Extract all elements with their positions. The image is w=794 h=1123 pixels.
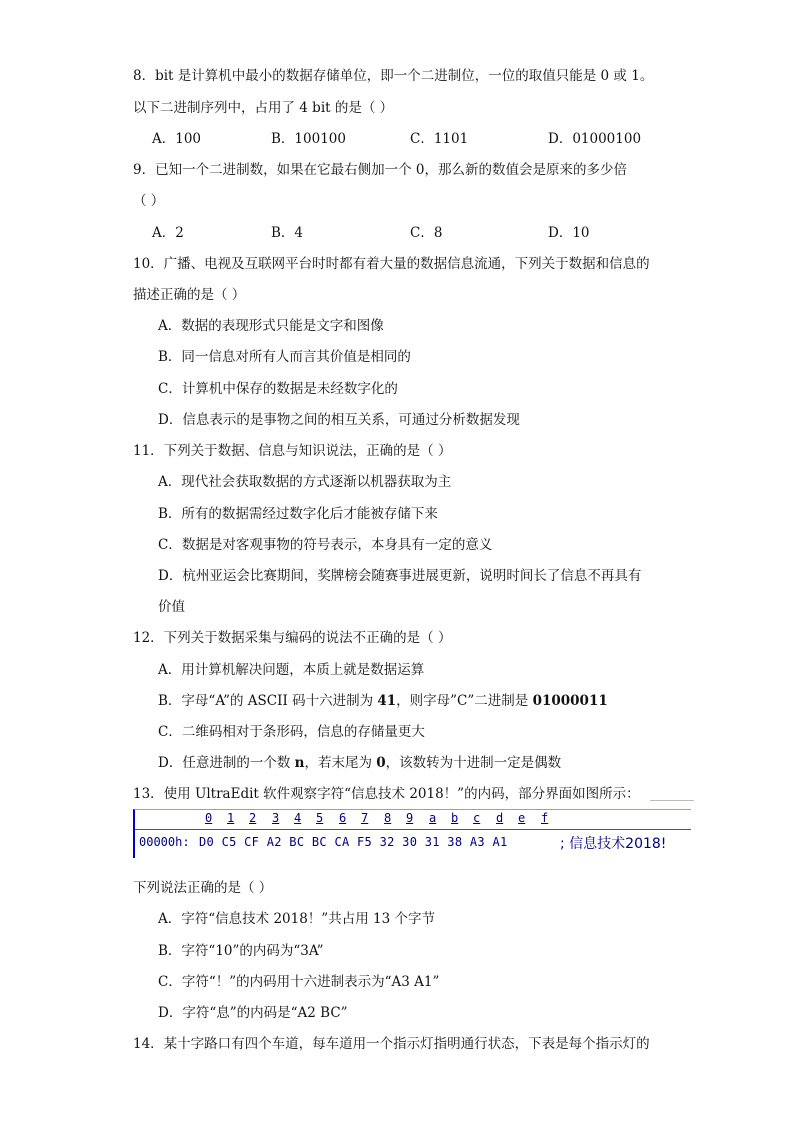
hex-ascii-text: ; 信息技术2018! — [560, 836, 667, 852]
hex-col: 7 — [361, 811, 369, 825]
q12-option-c[interactable]: C．二维码相对于条形码，信息的存储量更大 — [158, 724, 425, 740]
q11-option-a[interactable]: A．现代社会获取数据的方式逐渐以机器获取为主 — [158, 474, 452, 490]
hex-col: e — [518, 811, 526, 825]
q12-option-d[interactable] — [158, 754, 561, 772]
hex-header-separator — [135, 829, 691, 830]
q12-option-b-binary: 01000011 — [532, 693, 608, 709]
q13-stem: 13．使用 UltraEdit 软件观察字符“信息技术 2018！”的内码，部分界面如图所示： — [133, 786, 640, 802]
q12-option-d-zero: 0 — [376, 755, 386, 771]
q11-option-c[interactable]: C．数据是对客观事物的符号表示，本身具有一定的意义 — [158, 537, 493, 553]
q12-option-d-n: n — [294, 755, 305, 771]
hex-col: 6 — [339, 811, 347, 825]
hex-col: 3 — [272, 811, 280, 825]
q9-option-a[interactable]: A．2 — [152, 225, 184, 241]
q13-option-b[interactable]: B．字符“10”的内码为“3A” — [158, 943, 324, 959]
q12-option-d-text3: ，该数转为十进制一定是偶数 — [385, 755, 562, 771]
hex-col: b — [451, 811, 459, 825]
q11-option-d-continued: 价值 — [158, 599, 185, 615]
q12-option-b-text1: B．字母“A”的 ASCII 码十六进制为 — [158, 693, 378, 709]
hex-col: 2 — [249, 811, 257, 825]
q8-stem-line1: 8．bit 是计算机中最小的数据存储单位，即一个二进制位，一位的取值只能是 0 或 1。 — [133, 68, 654, 84]
q12-stem: 12．下列关于数据采集与编码的说法不正确的是（ ） — [133, 630, 452, 646]
hex-col: 9 — [406, 811, 414, 825]
q8-option-b[interactable]: B．100100 — [271, 131, 346, 147]
hex-col: d — [496, 811, 504, 825]
hex-col: c — [473, 811, 481, 825]
q13-prompt: 下列说法正确的是（ ） — [133, 880, 273, 896]
hex-col: 8 — [384, 811, 392, 825]
divider — [650, 800, 694, 801]
q10-option-a[interactable]: A．数据的表现形式只能是文字和图像 — [158, 318, 384, 334]
q8-stem-line2: 以下二进制序列中，占用了 4 bit 的是（ ） — [133, 100, 394, 116]
q9-option-b[interactable]: B．4 — [271, 225, 304, 241]
q11-stem: 11．下列关于数据、信息与知识说法，正确的是（ ） — [133, 443, 452, 459]
hex-col: 0 — [205, 811, 213, 825]
q10-option-b[interactable]: B．同一信息对所有人而言其价值是相同的 — [158, 349, 411, 365]
q8-option-d[interactable]: D．01000100 — [548, 131, 642, 147]
hex-data-row[interactable] — [135, 834, 691, 852]
hex-column-header — [135, 810, 691, 828]
q14-stem: 14．某十字路口有四个车道，每车道用一个指示灯指明通行状态，下表是每个指示灯的 — [133, 1036, 650, 1052]
hex-bytes: D0 C5 CF A2 BC BC CA F5 32 30 31 38 A3 A1 — [199, 835, 508, 849]
q8-option-c[interactable]: C．1101 — [410, 131, 469, 147]
ultraedit-hex-view — [133, 809, 691, 858]
q9-option-d[interactable]: D．10 — [548, 225, 590, 241]
q13-option-d[interactable]: D．字符“息”的内码是“A2 BC” — [158, 1005, 348, 1021]
hex-col: 5 — [316, 811, 324, 825]
q12-option-a[interactable]: A．用计算机解决问题，本质上就是数据运算 — [158, 662, 425, 678]
q8-option-a[interactable]: A．100 — [152, 131, 202, 147]
q12-option-b-hex: 41 — [377, 693, 397, 709]
q11-option-d[interactable]: D．杭州亚运会比赛期间，奖牌榜会随赛事进展更新，说明时间长了信息不再具有 — [158, 568, 642, 584]
q10-stem-line2: 描述正确的是（ ） — [133, 287, 246, 303]
hex-col: a — [429, 811, 437, 825]
q10-stem-line1: 10．广播、电视及互联网平台时时都有着大量的数据信息流通，下列关于数据和信息的 — [133, 256, 650, 272]
q10-option-d[interactable]: D．信息表示的是事物之间的相互关系，可通过分析数据发现 — [158, 412, 520, 428]
q11-option-b[interactable]: B．所有的数据需经过数字化后才能被存储下来 — [158, 506, 438, 522]
q9-option-c[interactable]: C．8 — [410, 225, 443, 241]
q13-option-a[interactable]: A．字符“信息技术 2018！”共占用 13 个字节 — [158, 911, 435, 927]
q12-option-d-text2: ，若末尾为 — [304, 755, 377, 771]
q9-stem-line1: 9．已知一个二进制数，如果在它最右侧加一个 0，那么新的数值会是原来的多少倍 — [133, 162, 627, 178]
q9-stem-line2: （ ） — [133, 193, 165, 209]
q10-option-c[interactable]: C．计算机中保存的数据是未经数字化的 — [158, 381, 398, 397]
q12-option-d-text1: D．任意进制的一个数 — [158, 755, 295, 771]
hex-address: 00000h: — [139, 835, 190, 849]
hex-col: 4 — [294, 811, 302, 825]
q13-option-c[interactable]: C．字符“！”的内码用十六进制表示为“A3 A1” — [158, 974, 440, 990]
q12-option-b-text2: ，则字母”C”二进制是 — [396, 693, 533, 709]
hex-col: 1 — [227, 811, 235, 825]
hex-col: f — [541, 811, 549, 825]
q12-option-b[interactable] — [158, 692, 608, 710]
